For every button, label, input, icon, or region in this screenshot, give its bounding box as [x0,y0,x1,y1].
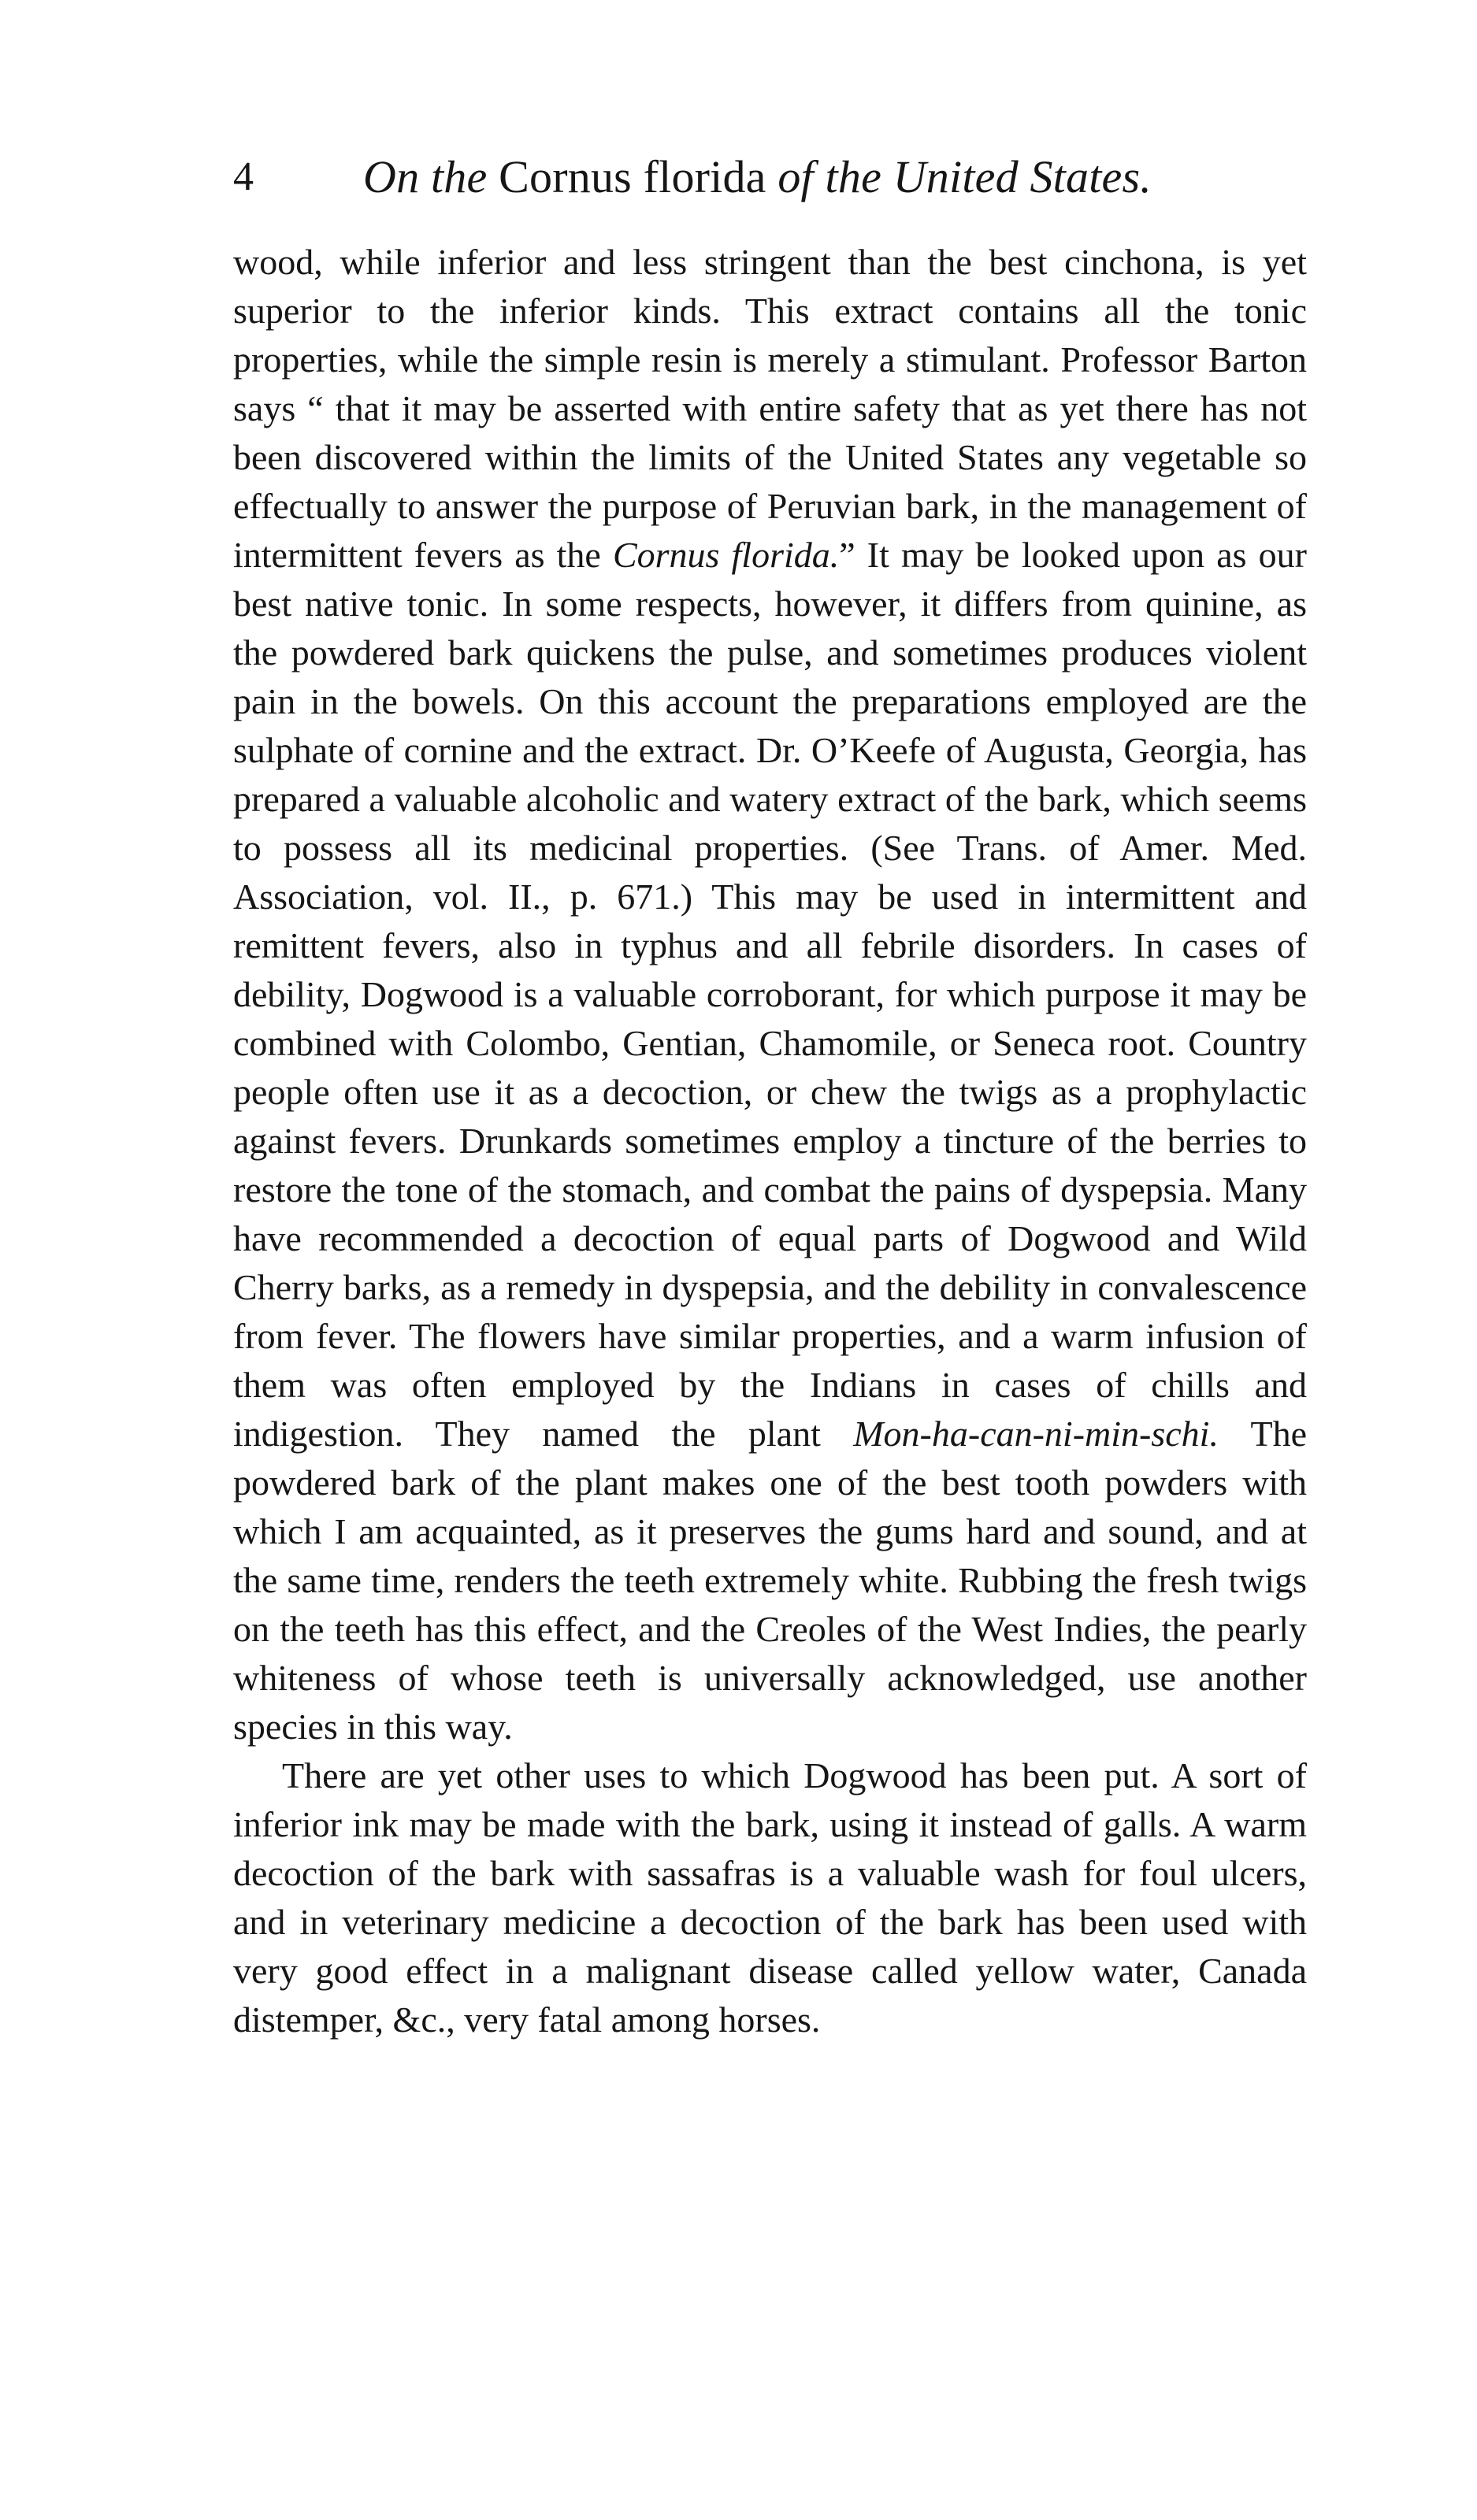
paragraph-1-text-a: wood, while inferior and less stringent than the best cinchona, is yet superior to the inferior kinds. This extract contains all the tonic properties, while the simple resin is merely a stimulant. Professor Barton says “ that it may be asserted with entire safety that as yet there has not been discovered within the limits of the United States any vegetable so effectually to answer the purpose of Peruvian bark, in the management of intermittent fevers as the [233,242,1307,575]
paragraph-1-text-c: The powdered bark of the plant makes one of the best tooth powders with which I am acquainted, as it preserves the gums hard and sound, and at the same time, renders the teeth extremely white. Rubbing the fresh twigs on the teeth has this effect, and the Creoles of the West Indies, the pearly whiteness of whose teeth is universally acknowledged, use another species in this way. [233,1414,1307,1747]
body-text [233,238,1307,2044]
page-number: 4 [233,154,254,199]
running-title-part-4: United States. [893,151,1152,202]
running-header [233,142,1273,213]
running-title-part-1: On the [363,151,488,202]
paragraph-1 [233,238,1307,1751]
paragraph-2: There are yet other uses to which Dogwood has been put. A sort of inferior ink may be made with the bark, using it instead of galls. A warm decoction of the bark with sassafras is a valuable wash for foul ulcers, and in veterinary medicine a decoction of the bark has been used with very good effect in a malignant disease called yellow water, Canada distemper, &c., very fatal among horses. [233,1755,1307,2040]
running-title-part-3: of the [777,151,882,202]
paragraph-1-text-b: ” It may be looked upon as our best native tonic. In some respects, however, it differs from quinine, as the powdered bark quickens the pulse, and sometimes produces violent pain in the bowels. On this account the preparations employed are the sulphate of cornine and the extract. Dr. O’Keefe of Augusta, Georgia, has prepared a valuable alcoholic and watery extract of the bark, which seems to possess all its medicinal properties. (See Trans. of Amer. Med. Association, vol. II., p. 671.) This may be used in intermittent and remittent fevers, also in typhus and all febrile disorders. In cases of debility, Dogwood is a valuable corroborant, for which purpose it may be combined with Colombo, Gentian, Chamomile, or Seneca root. Country people often use it as a decoction, or chew the twigs as a prophylactic against fevers. Drunkards sometimes employ a tincture of the berries to restore the tone of the stomach, and combat the pains of dyspepsia. Many have recommended a decoction of equal parts of Dogwood and Wild Cherry barks, as a remedy in dyspepsia, and the debility in convalescence from fever. The flowers have similar properties, and a warm infusion of them was often employed by the Indians in cases of chills and indigestion. They named the plant [233,535,1307,1454]
paragraph-1-italic-cornus-florida: Cornus florida. [612,535,840,575]
running-title-part-2: Cornus florida [499,151,766,202]
running-title [363,142,1152,213]
paragraph-1-italic-indian-name: Mon-ha-can-ni-min-schi. [853,1414,1219,1454]
